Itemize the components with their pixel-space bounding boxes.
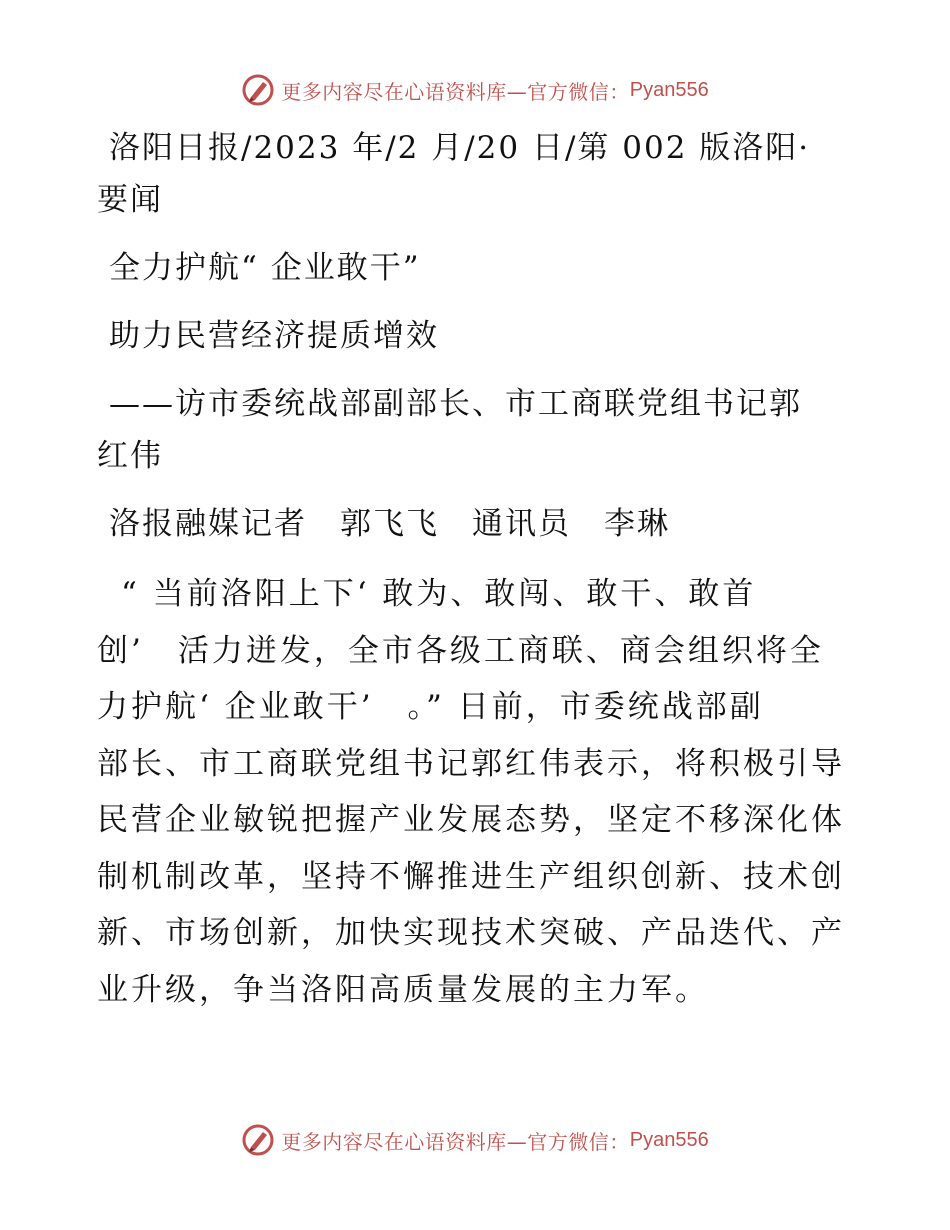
subtitle-block (97, 378, 857, 482)
byline-block (97, 498, 857, 550)
header-banner (0, 70, 950, 110)
footer-banner-text: 更多内容尽在心语资料库—官方微信： (281, 1129, 630, 1154)
headline-2-block (97, 310, 857, 362)
byline: 洛报融媒记者 郭飞飞 通讯员 李琳 (109, 506, 670, 542)
source-line-1: 洛阳日报/2023 年/2 月/20 日/第 002 版洛阳· (109, 130, 811, 166)
body-line-7: 新、市场创新，加快实现技术突破、产品迭代、产 (97, 915, 845, 951)
body-line-8: 业升级，争当洛阳高质量发展的主力军。 (97, 971, 709, 1008)
subtitle-line-2: 红伟 (97, 438, 163, 474)
subtitle-line-1: ——访市委统战部副部长、市工商联党组书记郭 (109, 386, 802, 422)
footer-banner (0, 1120, 950, 1160)
body-paragraph (97, 566, 857, 1018)
body-line-4: 部长、市工商联党组书记郭红伟表示，将积极引导 (97, 745, 845, 782)
body-line-5: 民营企业敏锐把握产业发展态势，坚定不移深化体 (97, 802, 845, 838)
body-line-2: 创’ 活力迸发，全市各级工商联、商会组织将全 (97, 632, 824, 669)
header-banner-text: 更多内容尽在心语资料库—官方微信： (281, 79, 630, 104)
headline-1: 全力护航“ 企业敢干” (109, 250, 421, 286)
headline-2: 助力民营经济提质增效 (109, 318, 439, 354)
body-line-1: “ 当前洛阳上下‘ 敢为、敢闯、敢干、敢首 (121, 576, 757, 612)
body-line-3: 力护航‘ 企业敢干’ 。” 日前，市委统战部副 (97, 689, 764, 725)
header-banner-wechat-id: Pyan556 (629, 78, 709, 101)
footer-banner-wechat-id: Pyan556 (629, 1128, 709, 1151)
pen-logo-icon (241, 1123, 275, 1157)
article-source (97, 122, 857, 226)
pen-logo-icon (241, 73, 275, 107)
source-line-2: 要闻 (97, 182, 163, 218)
headline-1-block (97, 242, 857, 294)
body-line-6: 制机制改革，坚持不懈推进生产组织创新、技术创 (97, 858, 845, 895)
article (97, 122, 857, 1034)
